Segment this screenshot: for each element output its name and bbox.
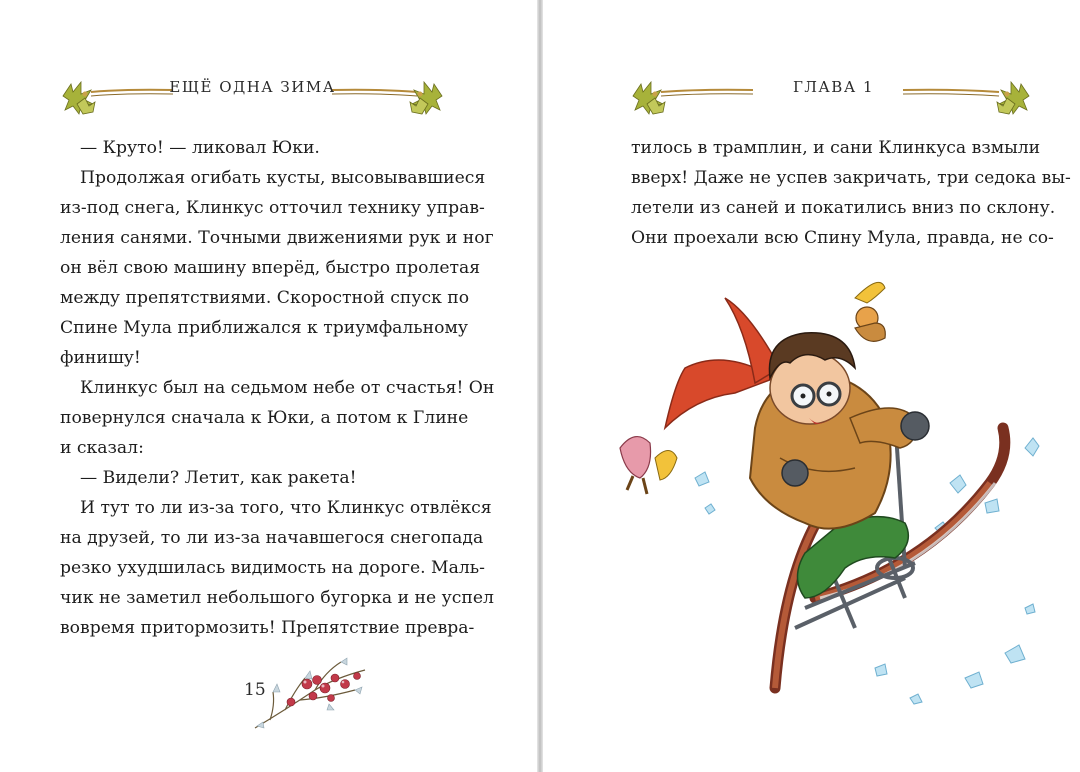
glove-left xyxy=(782,460,808,486)
text-line: повернулся сначала к Юки, а потом к Глине xyxy=(60,408,469,428)
text-line: — Круто! — ликовал Юки. xyxy=(80,138,320,158)
text-line: финишу! xyxy=(60,348,141,368)
left-running-header xyxy=(55,70,450,120)
text-line: из-под снега, Клинкус отточил технику управ- xyxy=(60,198,485,218)
text-line: И тут то ли из-за того, что Клинкус отвлёкся xyxy=(80,498,492,518)
right-running-header xyxy=(631,70,1036,120)
page-number: 15 xyxy=(244,680,266,700)
flying-friend-pink xyxy=(620,437,677,494)
text-line: — Видели? Летит, как ракета! xyxy=(80,468,357,488)
text-line: чик не заметил небольшого бугорка и не успел xyxy=(60,588,494,608)
glove-right xyxy=(901,412,929,440)
text-line: Продолжая огибать кусты, высовывавшиеся xyxy=(80,168,486,188)
text-line: летели из саней и покатились вниз по склону. xyxy=(631,198,1056,218)
text-line: тилось в трамплин, и сани Клинкуса взмыли xyxy=(631,138,1041,158)
right-page xyxy=(543,0,1080,772)
text-line: на друзей, то ли из-за начавшегося снегопада xyxy=(60,528,484,548)
left-body-text xyxy=(60,133,495,643)
right-body-text xyxy=(631,133,1071,253)
left-page xyxy=(0,0,537,772)
text-line: между препятствиями. Скоростной спуск по xyxy=(60,288,470,308)
running-title: ГЛАВА 1 xyxy=(792,78,874,96)
text-line: ления санями. Точными движениями рук и ног xyxy=(60,228,494,248)
flying-friend-small xyxy=(855,282,885,341)
text-line: он вёл свою машину вперёд, быстро пролетая xyxy=(60,258,481,278)
text-line: вовремя притормозить! Препятствие превра- xyxy=(60,618,475,638)
text-line: и сказал: xyxy=(60,438,144,458)
text-line: вверх! Даже не успев закричать, три седока вы- xyxy=(631,168,1071,188)
text-line: Они проехали всю Спину Мула, правда, не со- xyxy=(631,228,1054,248)
running-title: ЕЩЁ ОДНА ЗИМА xyxy=(169,78,336,96)
text-line: резко ухудшилась видимость на дороге. Маль- xyxy=(60,558,485,578)
text-line: Спине Мула приближался к триумфальному xyxy=(60,318,468,338)
boy-on-sled-illustration xyxy=(605,268,1045,738)
text-line: Клинкус был на седьмом небе от счастья! Он xyxy=(80,378,495,398)
winter-berries-icon xyxy=(245,650,385,735)
